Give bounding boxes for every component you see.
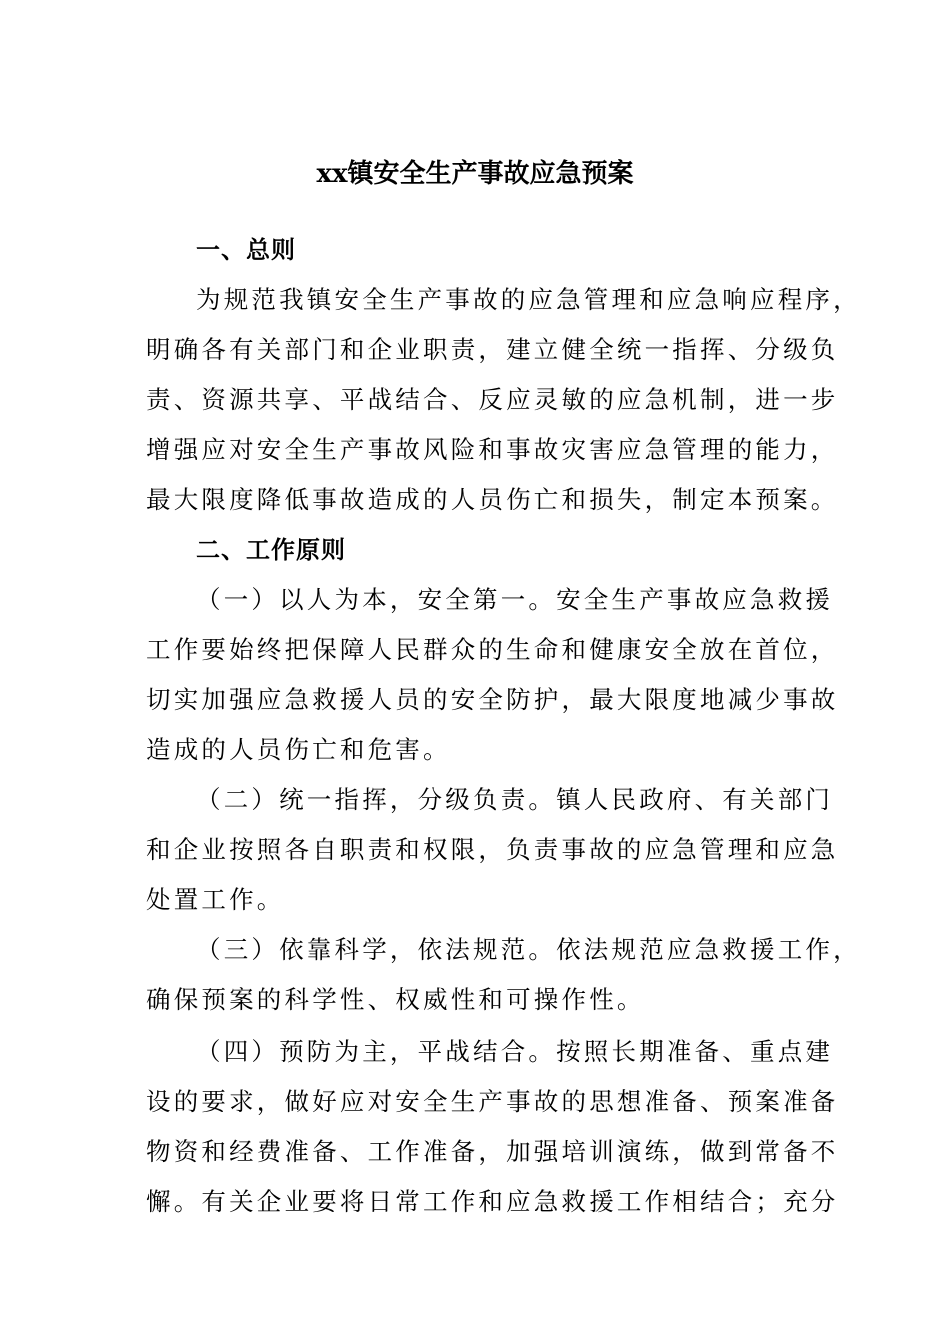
paragraph-line: （二）统一指挥，分级负责。镇人民政府、有关部门 <box>196 785 834 814</box>
paragraph-line: 增强应对安全生产事故风险和事故灾害应急管理的能力， <box>146 435 839 464</box>
paragraph-line: 责、资源共享、平战结合、反应灵敏的应急机制，进一步 <box>146 385 839 414</box>
document-title: xx镇安全生产事故应急预案 <box>316 159 634 189</box>
paragraph-line: 明确各有关部门和企业职责，建立健全统一指挥、分级负 <box>146 335 839 364</box>
paragraph-line: （一）以人为本，安全第一。安全生产事故应急救援 <box>196 585 834 614</box>
paragraph-line: 物资和经费准备、工作准备，加强培训演练，做到常备不 <box>146 1137 839 1166</box>
section-heading-principles: 二、工作原则 <box>196 536 346 564</box>
paragraph-line: （四）预防为主，平战结合。按照长期准备、重点建 <box>196 1037 834 1066</box>
section-heading-general: 一、总则 <box>196 236 296 264</box>
paragraph-line: 工作要始终把保障人民群众的生命和健康安全放在首位， <box>146 635 839 664</box>
paragraph-line: 为规范我镇安全生产事故的应急管理和应急响应程序， <box>196 285 861 314</box>
paragraph-line: 懈。有关企业要将日常工作和应急救援工作相结合；充分 <box>146 1187 839 1216</box>
paragraph-line: （三）依靠科学，依法规范。依法规范应急救援工作， <box>196 935 861 964</box>
paragraph-line: 造成的人员伤亡和危害。 <box>146 735 451 764</box>
paragraph-line: 最大限度降低事故造成的人员伤亡和损失，制定本预案。 <box>146 485 839 514</box>
paragraph-line: 确保预案的科学性、权威性和可操作性。 <box>146 985 645 1014</box>
paragraph-line: 切实加强应急救援人员的安全防护，最大限度地减少事故 <box>146 685 839 714</box>
paragraph-line: 处置工作。 <box>146 885 285 914</box>
paragraph-line: 和企业按照各自职责和权限，负责事故的应急管理和应急 <box>146 835 839 864</box>
paragraph-line: 设的要求，做好应对安全生产事故的思想准备、预案准备 <box>146 1087 839 1116</box>
